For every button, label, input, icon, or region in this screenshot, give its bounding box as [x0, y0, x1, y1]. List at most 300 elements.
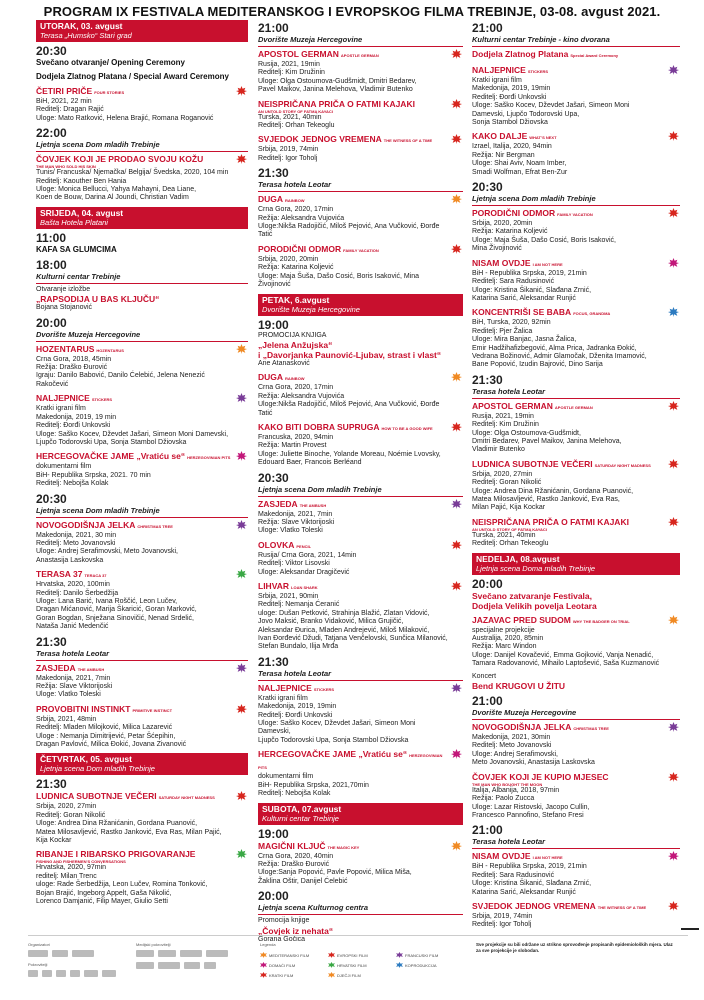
english-title: FOCUS, GRANDMA	[573, 311, 611, 317]
plane-tree-leaf-icon	[668, 615, 679, 625]
film-title: JAZAVAC PRED SUDOM WHY THE BADGER ON TRIAL	[472, 614, 630, 625]
item-detail: Srbija, 2020, 27min	[36, 803, 97, 811]
venue-label: Terasa hotela Leotar	[36, 649, 248, 661]
item-detail: Režija: Aleksandra Vujovića	[258, 214, 345, 222]
day-location: Dvorište Muzeja Hercegovine	[262, 304, 360, 314]
item-detail: Goran Bogdan, Snježana Sinovičić, Nenad Srdelić,	[36, 614, 194, 622]
legend-label: MEDITERANSKI FILM	[269, 952, 310, 958]
item-detail: Srbija, 2019, 74min	[258, 146, 319, 154]
english-title: I AM NOT HERE	[532, 261, 563, 267]
item-detail: Uloge:Nikša Radojičić, Miloš Pejović, Ana Vučković, Đorđe Tatić	[258, 223, 440, 239]
plane-tree-leaf-icon	[236, 393, 247, 403]
event-time: 21:30	[36, 777, 67, 792]
column-3	[472, 20, 680, 934]
item-detail: Uloge: Saško Kocev, Dževdet Jašari, Simeon Moni	[472, 102, 630, 110]
item-detail: BiH - Republika Srpska, 2019, 21min	[472, 863, 587, 871]
film-title: NALJEPNICE STICKERS	[36, 393, 113, 404]
film-title: NEISPRIČANA PRIČA O FATMI KAJAKI	[472, 516, 629, 527]
page-title: PROGRAM IX FESTIVALA MEDITERANSKOG I EVROPSKOG FILMA TREBINJE, 03-08. avgust 2021.	[43, 4, 661, 19]
sponsors-label: Pokrovitelji	[28, 962, 48, 967]
film-title: ČOVJEK KOJI JE PRODAO SVOJU KOŽU	[36, 154, 204, 165]
organizer-logo	[72, 950, 94, 957]
plane-tree-leaf-icon	[668, 722, 679, 732]
item-detail: Režija: Slave Viktorijoski	[36, 683, 113, 690]
item-detail: Uloge: Lana Barić, Ivana Roščić, Leon Lučev,	[36, 597, 178, 605]
english-title: HOW TO BE A GOOD WIFE	[381, 425, 433, 431]
film-title: LUDNICA SUBOTNJE VEČERI SATURDAY NIGHT MADNESS	[472, 458, 651, 469]
item-detail: Ljupčo Todorovski Upa, Sonja Stambol Džiovska	[258, 736, 409, 744]
item-detail: Igraju: Danilo Babović, Danilo Ćelebić, Jelena Nenezić Rakočević	[36, 372, 205, 388]
day-header	[472, 553, 680, 575]
item-detail: Režija: Marc Windon	[472, 643, 537, 651]
program-item	[472, 772, 680, 821]
english-title: HERZEGOVINIAN PITS	[187, 455, 231, 461]
media-logo	[184, 962, 200, 969]
item-detail: Gorana Gočica	[258, 935, 306, 943]
plane-tree-leaf-icon	[236, 520, 247, 530]
program-item	[472, 258, 680, 304]
legend-leaf-icon	[328, 972, 335, 978]
event-time: 19:00	[258, 826, 289, 841]
english-title: WHAT’S NEXT	[529, 135, 557, 141]
item-detail: specijalne projekcije	[472, 626, 535, 634]
sponsor-logo	[84, 970, 98, 977]
program-item	[36, 286, 248, 313]
item-detail: Makedonija, 2019, 19min	[258, 703, 337, 711]
film-title: NEISPRIČANA PRIČA O FATMI KAJAKI	[258, 98, 415, 109]
event-time: 21:00	[258, 21, 289, 35]
program-item	[36, 344, 248, 390]
program-item	[258, 683, 463, 745]
plane-tree-leaf-icon	[668, 772, 679, 782]
film-title: PROVOBITNI INSTINKT PRIMITIVE INSTINCT	[36, 703, 173, 714]
english-title: SATURDAY NIGHT MADNESS	[158, 795, 215, 801]
item-detail: Sonja Stambol Džiovska	[472, 119, 548, 127]
day-location: Ljetnja scena Dom mladih Trebinje	[40, 764, 155, 774]
item-detail: Izrael, Italija, 2020, 94min	[472, 143, 552, 151]
program-item	[472, 615, 680, 669]
item-detail: BiH, Turska, 2020, 92min	[472, 319, 551, 327]
plane-tree-leaf-icon	[451, 134, 462, 144]
footer-note: Sve projekcije su bili održane uz strikno sprovođenje propisanih epidemioloških mjera. Ulaz za sve projekcije je slobodan.	[476, 942, 673, 953]
item-detail: Uloge: Maja Šuša, Dašo Cosić, Boris Isaković, Mina Živojinović	[258, 272, 420, 289]
item-detail: Tamara Radovanović, Mihailo Laptošević, Saša Kuzmanović	[472, 660, 660, 668]
item-detail: Bane Popović, Izudin Bajrović, Dino Sarija	[472, 361, 603, 369]
item-detail: Reditelj: Goran Nikolić	[472, 479, 542, 487]
item-detail: Makedonija, 2021, 30 min	[36, 531, 117, 539]
plane-tree-leaf-icon	[236, 569, 247, 579]
english-title: STICKERS	[91, 397, 113, 403]
item-detail: Hrvatska, 2020, 100min	[36, 581, 110, 589]
event-time: 20:30	[36, 44, 67, 58]
item-detail: Reditelj: Đorđi Unkovski	[472, 93, 547, 101]
item-detail: Matea Milosavljević, Rastko Janković, Eva Ras, Milan Pajić, Kija Kockar	[36, 828, 222, 845]
item-detail: Režija: Draško Đurović	[258, 860, 330, 868]
item-detail: Dragan Pavlović, Milica Đokić, Jovana Zivanović	[36, 741, 187, 749]
legend-label: EVROPSKI FILM	[337, 952, 368, 958]
program-item	[472, 131, 680, 177]
english-title: CHRISTMAS TREE	[573, 726, 609, 732]
english-title: TERACA 37	[84, 573, 107, 579]
legend-leaf-icon	[328, 952, 335, 958]
item-detail: Uloge: Andrea Dina Ržanićanin, Gordana Puanović,	[472, 487, 634, 495]
film-title: ZASJEDA THE AMBUSH	[36, 662, 105, 673]
item-detail: Reditelj: Pjer Žalica	[472, 327, 533, 335]
program-item	[36, 520, 248, 566]
event-time: 21:00	[472, 823, 503, 838]
english-title: HERZEGOVINIAN PITS	[258, 753, 443, 771]
english-title: WHY THE BADGER ON TRIAL	[572, 618, 630, 624]
item-detail: Edouard Baer, Francois Berléand	[258, 459, 362, 467]
english-title: THE MAN WHO BOUGHT THE MOON	[472, 781, 543, 787]
item-detail: Katarina Sarić, Aleksandar Runjić	[472, 888, 576, 896]
media-label: Medijski pokrovitelji	[136, 942, 171, 947]
item-detail: Reditelj: Kaouther Ben Hania	[36, 177, 127, 185]
plane-tree-leaf-icon	[451, 749, 462, 759]
film-title: KAKO DALJE WHAT’S NEXT	[472, 131, 557, 142]
item-detail: Crna Gora, 2018, 45min	[36, 355, 112, 363]
item-detail: Reditelj: Dragan Rajić	[36, 106, 104, 114]
item-detail: Srbija, 2021, 90min	[258, 593, 319, 600]
item-detail: Režija: Katarina Koljević	[258, 264, 334, 272]
english-title: RAINBOW	[285, 198, 305, 204]
film-title: DUGA RAINBOW	[258, 372, 305, 383]
english-title: APOSTLE GERMAN	[340, 53, 379, 58]
organizers-label: Organizatori	[28, 942, 50, 947]
legend-item	[260, 962, 295, 968]
plane-tree-leaf-icon	[451, 841, 462, 851]
item-detail: Reditelj: Orhan Tekeoglu	[472, 540, 549, 548]
media-logo	[180, 950, 202, 957]
film-title: APOSTOL GERMAN APOSTLE GERMAN	[258, 49, 379, 59]
plane-tree-leaf-icon	[668, 131, 679, 141]
item-detail: Matea Milosavljević, Rastko Janković, Eva Ras,	[472, 496, 620, 503]
program-item	[472, 49, 680, 61]
item-detail: Italija, Albanija, 2018, 97min	[472, 786, 560, 794]
item-detail: Makedonija, 2021, 7min	[258, 510, 333, 518]
plane-tree-leaf-icon	[451, 581, 462, 591]
item-detail: Uloge: Kristina Šikanić, Slađana Zrnić,	[472, 286, 592, 294]
item-detail: BiH- Republika Srpska, 2021,70min	[258, 781, 369, 789]
film-title: PORODIČNI ODMOR FAMILY VACATION	[258, 243, 379, 254]
event-time: 21:00	[472, 21, 503, 35]
english-title: SATURDAY NIGHT MADNESS	[594, 462, 651, 468]
program-item	[36, 58, 248, 68]
program-item	[258, 540, 463, 577]
english-title: RAINBOW	[285, 376, 305, 382]
item-detail: Uloge: Mato Ratković, Helena Brajić, Romana Roganović	[36, 114, 214, 122]
day-location: Bašta Hotela Platani	[40, 217, 108, 227]
english-title: CHRISTMAS TREE	[137, 523, 173, 529]
program-item	[258, 332, 463, 369]
item-detail: Reditelj: Viktor Lisovski	[258, 560, 330, 568]
plane-tree-leaf-icon	[451, 422, 462, 432]
plane-tree-leaf-icon	[668, 851, 679, 861]
venue-label: Kulturni centar Trebinje	[36, 272, 248, 284]
item-detail: Makedonija, 2021, 7min	[36, 674, 111, 682]
item-detail: Uloge: Saško Kocev, Dževdet Jašari, Simeon Moni Damevski,	[36, 430, 229, 438]
film-title: i „Davorjanka Paunović-Ljubav, strast i vlast“	[258, 349, 442, 360]
item-detail: Uloge: Andrea Dina Ržanićanin, Gordana Puanović,	[36, 820, 198, 828]
legend-item	[260, 972, 293, 978]
program-item	[258, 49, 463, 95]
item-detail: Uloge:Nikša Radojičić, Miloš Pejović, Ana Vučković, Đorđe Tatić	[258, 401, 440, 417]
item-detail: Uloge: Lazar Ristovski, Jacopo Cullin,	[472, 803, 590, 811]
venue-label: Dvorište Muzeja Hercegovine	[258, 35, 463, 47]
legend-item	[260, 952, 309, 958]
program-item	[472, 307, 680, 369]
english-title: STICKERS	[313, 686, 335, 692]
english-title: THE AMBUSH	[299, 502, 327, 508]
day-name: SUBOTA, 07.avgust	[262, 803, 342, 814]
english-title: LOAN SHARK	[291, 585, 318, 590]
day-location: Terasa „Humsko“ Stari grad	[40, 31, 132, 40]
item-detail: Turska, 2021, 40min	[472, 531, 536, 539]
item-detail: Crna Gora, 2020, 17min	[258, 384, 334, 392]
item-detail: Srbija, 2020, 20min	[258, 255, 319, 263]
program-item	[36, 245, 248, 255]
item-detail: Francuska, 2020, 94min	[258, 433, 334, 441]
legend-item	[396, 962, 437, 968]
legend-label: KOPRODUKCIJA	[405, 962, 437, 968]
item-detail: Nataša Janić Medenčić	[36, 623, 109, 631]
program-item	[472, 401, 680, 455]
english-title: FISHING AND FISHERMEN'S CONVERSATIONS	[36, 859, 126, 865]
item-detail: Režija: Nir Bergman	[472, 151, 535, 159]
plane-tree-leaf-icon	[668, 65, 679, 75]
sponsor-logo	[56, 970, 66, 977]
film-title: Dodjela Zlatnog Platana Special Award Ceremony	[472, 49, 619, 59]
film-title: HERCEGOVAČKE JAME „Vratiću se“ HERZEGOVINIAN PITS	[36, 451, 231, 462]
item-detail: Uloge: Danijel Kovačević, Emma Gojković, Vanja Nenadić,	[472, 651, 654, 659]
plane-tree-leaf-icon	[451, 540, 462, 550]
event-time: 20:00	[258, 889, 289, 904]
item-detail: Uloge:Sanja Popović, Pavle Popović, Milica Miša,	[258, 869, 412, 877]
venue-label: Ljetnja scena Dom mladih Trebinje	[36, 506, 248, 518]
item-detail: Koen de Bouw, Darina Al Joundi, Christian Vadim	[36, 194, 189, 202]
english-title: APOSTLE GERMAN	[554, 404, 593, 410]
program-item	[258, 841, 463, 887]
footer	[28, 935, 688, 995]
item-detail: dokumentarni film	[258, 773, 314, 781]
program-item	[472, 851, 680, 897]
english-title: THE WITNESS OF A TIME	[597, 904, 647, 910]
organizer-logo	[28, 950, 48, 957]
item-detail: Bojana Stojanović	[36, 304, 93, 312]
item-detail: Reditelj: Igor Toholj	[258, 154, 318, 162]
item-detail: Uloge: Maja Šuša, Dašo Cosić, Boris Isaković,	[472, 236, 616, 244]
program-item	[36, 849, 248, 906]
plane-tree-leaf-icon	[451, 499, 462, 509]
corner-mark	[681, 928, 699, 930]
event-time: 20:30	[472, 180, 503, 195]
program-item	[36, 663, 248, 700]
item-title: Svečano otvaranje/ Opening Ceremony	[36, 58, 185, 67]
program-item	[36, 72, 248, 82]
item-detail: Uloge: Aleksandar Dragičević	[258, 568, 350, 576]
film-title: Dodjela Velikih povelja Leotara	[472, 600, 597, 611]
item-detail: Aleksandar Đurica, Mladen Andrejević, Miloš Milaković,	[258, 626, 430, 634]
item-detail: Crna Gora, 2020, 40min	[258, 852, 334, 860]
item-detail: Meto Jovanovski, Anastasija Laskovska	[472, 759, 595, 767]
item-detail: Reditelj: Mladen Milojković, Milica Lazarević	[36, 724, 173, 732]
media-logo	[136, 962, 154, 969]
media-logo	[136, 950, 154, 957]
item-detail: Uloge: Saško Kocev, Dževdet Jašari, Simeon Moni Damevski,	[258, 720, 416, 736]
venue-label: Terasa hotela Leotar	[472, 387, 680, 399]
english-title: THE MAGIC KEY	[327, 844, 360, 850]
english-title: THE AMBUSH	[77, 666, 105, 672]
item-detail: Reditelj: Nemanja Ćeranić	[258, 601, 340, 609]
venue-label: Terasa hotela Leotar	[258, 669, 463, 681]
film-title: NISAM OVDJE I AM NOT HERE	[472, 257, 563, 268]
venue-label: Ljetnja scena Dom mladih Trebinje	[472, 194, 680, 206]
english-title: AN UNTOLD STORY OF FATMA KAYACI	[258, 108, 333, 114]
item-detail: Rusija/ Crna Gora, 2021, 14min	[258, 551, 357, 559]
film-title: SVJEDOK JEDNOG VREMENA THE WITNESS OF A TIME	[472, 900, 647, 911]
item-detail: Srbija, 2019, 74min	[472, 912, 533, 920]
plane-tree-leaf-icon	[236, 704, 247, 714]
plane-tree-leaf-icon	[236, 451, 247, 461]
film-title: HERCEGOVAČKE JAME „Vratiću se“ HERZEGOVINIAN PITS	[258, 749, 443, 771]
film-title: ČOVJEK KOJI JE KUPIO MJESEC	[472, 771, 609, 782]
item-detail: Reditelj: Danilo Šerbedžija	[36, 589, 119, 597]
plane-tree-leaf-icon	[668, 258, 679, 268]
item-detail: Anastasija Laskovska	[36, 556, 104, 564]
english-title: THE WITNESS OF A TIME	[383, 138, 433, 144]
plane-tree-leaf-icon	[236, 791, 247, 801]
legend-leaf-icon	[396, 962, 403, 968]
legend-leaf-icon	[260, 962, 267, 968]
film-title: NALJEPNICE STICKERS	[472, 65, 549, 75]
day-header	[258, 803, 463, 825]
item-detail: reditelj: Milan Trenc	[36, 872, 97, 880]
item-detail: Reditelj: Kim Družinin	[258, 69, 325, 77]
plane-tree-leaf-icon	[668, 901, 679, 911]
legend-leaf-icon	[328, 962, 335, 968]
item-detail: Režija: Aleksandra Vujovića	[258, 392, 345, 400]
program-item	[258, 372, 463, 418]
english-title: AN UNTOLD STORY OF FATMA KAYACI	[472, 526, 547, 532]
film-title: Svečano zatvaranje Festivala,	[472, 590, 593, 601]
item-title: KAFA SA GLUMCIMA	[36, 244, 117, 254]
plane-tree-leaf-icon	[451, 99, 462, 109]
item-detail: Uloge: Vlatko Toleski	[258, 527, 323, 535]
item-detail: Turska, 2021, 40min	[258, 113, 322, 121]
sponsor-logo	[28, 970, 38, 977]
venue-label: Terasa hotela Leotar	[258, 180, 463, 192]
day-location: Kulturni centar Trebinje	[262, 813, 339, 823]
english-title: PRIMITIVE INSTINCT	[132, 707, 173, 713]
day-name: ČETVRTAK, 05. avgust	[40, 754, 132, 765]
day-header	[36, 20, 248, 42]
plane-tree-leaf-icon	[236, 849, 247, 859]
item-detail: Ljupčo Todorovski Upa, Sonja Stambol Džiovska	[36, 438, 187, 446]
program-item	[258, 244, 463, 290]
item-detail: Uloge: Andrej Serafimovski, Meto Jovanovski,	[36, 548, 179, 556]
legend-label: KRATKI FILM	[269, 972, 294, 978]
sponsor-logo	[70, 970, 80, 977]
item-detail: Dmitri Bedarev, Pavel Maikov, Janina Melehova,	[472, 437, 622, 445]
item-detail: Reditelj: Nebojša Kolak	[36, 480, 109, 488]
event-time: 18:00	[36, 257, 67, 272]
item-detail: Tunis/ Francuska/ Njemačka/ Belgija/ Švedska, 2020, 104 min	[36, 169, 229, 177]
venue-label: Ljetnja scena Kulturnog centra	[258, 903, 463, 915]
item-detail: Reditelj: Goran Nikolić	[36, 811, 106, 819]
program-item	[472, 65, 680, 127]
program-item	[472, 901, 680, 930]
day-header	[258, 294, 463, 316]
item-detail: Bojan Brajić, Ingeborg Appelt, Gaša Nikolić,	[36, 889, 172, 897]
plane-tree-leaf-icon	[451, 194, 462, 204]
item-detail: Pavel Maikov, Janina Melehova, Vladimir Butenko	[258, 86, 413, 94]
item-detail: Srbija, 2020, 20min	[472, 220, 533, 228]
item-detail: BiH- Republika Srpska, 2021. 70 min	[36, 471, 151, 479]
item-detail: Srbija, 2021, 48min	[36, 715, 97, 723]
english-title: PENCIL	[296, 543, 312, 549]
program-item	[472, 459, 680, 513]
plane-tree-leaf-icon	[668, 517, 679, 527]
sponsor-logo	[102, 970, 116, 977]
english-title: Special Award Ceremony	[570, 53, 619, 58]
event-time: 20:00	[36, 315, 67, 330]
legend-item	[396, 952, 438, 958]
program-item	[258, 422, 463, 468]
film-title: OLOVKA PENCIL	[258, 539, 312, 550]
item-detail: Vladimir Butenko	[472, 446, 525, 454]
organizer-logo	[52, 950, 68, 957]
item-detail: Francesco Pannofino, Stefano Fresi	[472, 811, 584, 819]
english-title: STICKERS	[527, 69, 549, 74]
item-detail: Režija: Katarina Koljević	[472, 228, 548, 236]
english-title: FAMILY VACATION	[557, 212, 593, 218]
event-time: 20:30	[36, 491, 67, 506]
legend-leaf-icon	[396, 952, 403, 958]
item-detail: Kratki igrani film	[472, 77, 522, 84]
film-title: NOVOGODIŠNJA JELKA CHRISTMAS TREE	[472, 722, 609, 733]
item-detail: Crna Gora, 2020, 17min	[258, 206, 334, 214]
film-title: MAGIČNI KLJUČ THE MAGIC KEY	[258, 840, 360, 851]
event-time: 21:00	[472, 694, 503, 709]
program-item	[36, 704, 248, 750]
film-title: LIHVAR LOAN SHARK	[258, 581, 318, 591]
film-title: LUDNICA SUBOTNJE VEČERI SATURDAY NIGHT MADNESS	[36, 791, 215, 802]
item-detail: Uloge: Monica Bellucci, Yahya Mahayni, Dea Liane,	[36, 186, 197, 194]
legend-leaf-icon	[260, 972, 267, 978]
legend-title: Legenda	[260, 942, 276, 947]
item-detail: Uloge: Vlatko Toleski	[36, 691, 101, 699]
item-detail: Milan Pajić, Kija Kockar	[472, 504, 546, 512]
item-detail: Promocija knjige	[258, 917, 310, 925]
film-title: Bend KRUGOVI U ŽITU	[472, 681, 566, 692]
plane-tree-leaf-icon	[236, 154, 247, 164]
film-title: NOVOGODIŠNJA JELKA CHRISTMAS TREE	[36, 519, 173, 530]
item-detail: Reditelj: Orhan Tekeoglu	[258, 122, 335, 130]
item-detail: Makedonija, 2019, 19 min	[36, 413, 117, 421]
film-title: ZASJEDA THE AMBUSH	[258, 498, 327, 509]
item-detail: uloge: Dušan Petković, Strahinja Blažić, Zlatan Vidović,	[258, 609, 430, 617]
venue-label: Dvorište Muzeja Hercegovine	[36, 330, 248, 342]
item-detail: Uloge: Kristina Šikanić, Slađana Zrnić,	[472, 880, 592, 888]
item-detail: Reditelj: Đorđi Unkovski	[258, 711, 333, 719]
event-time: 19:00	[258, 317, 289, 332]
item-detail: Srbija, 2020, 27min	[472, 470, 533, 478]
film-title: „Jelena Anžujska“	[258, 339, 333, 350]
item-detail: Vedrana Božinović, Admir Glamočak, Dženita Imamović,	[472, 352, 647, 360]
column-1	[36, 20, 248, 911]
day-header	[36, 753, 248, 775]
plane-tree-leaf-icon	[668, 307, 679, 317]
